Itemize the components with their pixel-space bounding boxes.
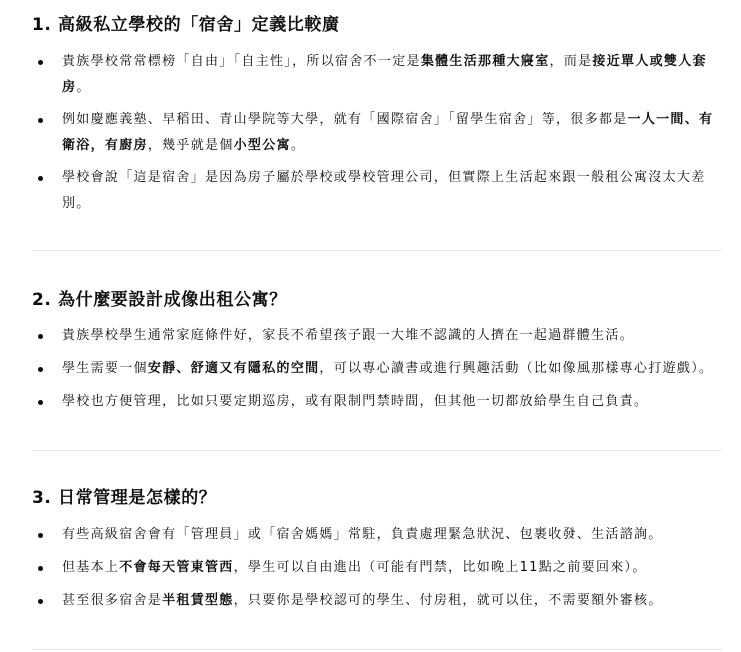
bullet-bold-text: 小型公寓 <box>233 138 291 153</box>
bullet-text: ，只要你是學校認可的學生、付房租，就可以住，不需要額外審核。 <box>233 593 663 608</box>
section-heading: 1. 高級私立學校的「宿舍」定義比較廣 <box>32 15 340 35</box>
section-daily-management <box>32 487 726 621</box>
bullet-icon <box>38 60 43 65</box>
bullet-text: 貴族學校常常標榜「自由」「自主性」，所以宿舍不一定是 <box>62 54 421 69</box>
bullet-text: ，而是 <box>549 54 593 69</box>
bullet-list <box>32 49 726 217</box>
bullet-item <box>32 555 726 581</box>
bullet-text: 但基本上 <box>62 560 120 575</box>
bullet-item <box>32 522 726 548</box>
bullet-bold-text: 不會每天管東管西 <box>119 560 234 575</box>
bullet-text: 。 <box>76 80 91 95</box>
bullet-text: 。 <box>290 138 306 153</box>
bullet-text: 學校也方便管理，比如只要定期巡房，或有限制門禁時間，但其他一切都放給學生自己負責。 <box>62 394 649 409</box>
bullet-item <box>32 49 726 101</box>
bullet-icon <box>38 400 43 405</box>
bullet-text: 有些高級宿舍會有「管理員」或「宿舍媽媽」常駐，負責處理緊急狀況、包裹收發、生活諮詢。 <box>62 527 663 542</box>
section-apartment-design <box>32 289 726 422</box>
bullet-text: ，學生可以自由進出（可能有門禁，比如晚上11點之前要回來）。 <box>233 560 647 575</box>
section-divider <box>32 649 722 650</box>
bullet-bold-text: 接近單人或雙人套房 <box>62 54 707 95</box>
section-divider <box>32 250 722 251</box>
bullet-text: ，可以專心讀書或進行興趣活動（比如像風那樣專心打遊戲）。 <box>319 361 714 376</box>
bullet-item <box>32 165 726 217</box>
bullet-list <box>32 522 726 614</box>
bullet-text: 學校會說「這是宿舍」是因為房子屬於學校或學校管理公司，但實際上生活起來跟一般租公寓沒太大差別。 <box>62 170 706 211</box>
bullet-text: 例如慶應義塾、早稻田、青山學院等大學，就有「國際宿舍」「留學生宿舍」等，很多都是 <box>62 112 628 127</box>
section-heading: 3. 日常管理是怎樣的？ <box>32 488 217 508</box>
bullet-icon <box>38 533 43 538</box>
bullet-text: 甚至很多宿舍是 <box>62 593 163 608</box>
bullet-text: 學生需要一個 <box>62 361 148 376</box>
bullet-icon <box>38 118 43 123</box>
bullet-list <box>32 323 726 415</box>
bullet-item <box>32 588 726 614</box>
bullet-bold-text: 集體生活那種大寢室 <box>420 54 550 69</box>
bullet-item <box>32 323 726 349</box>
bullet-icon <box>38 367 43 372</box>
bullet-bold-text: 一人一間、有衛浴，有廚房 <box>62 112 714 153</box>
section-dormitory-definition <box>32 14 726 223</box>
bullet-bold-text: 半租賃型態 <box>162 593 234 608</box>
bullet-item <box>32 356 726 382</box>
section-heading: 2. 為什麼要設計成像出租公寓？ <box>32 290 287 310</box>
section-divider <box>32 450 722 451</box>
bullet-item <box>32 107 726 159</box>
bullet-text: ，幾乎就是個 <box>147 138 234 153</box>
bullet-item <box>32 389 726 415</box>
bullet-icon <box>38 334 43 339</box>
bullet-icon <box>38 566 43 571</box>
bullet-bold-text: 安靜、舒適又有隱私的空間 <box>147 361 320 376</box>
bullet-icon <box>38 176 43 181</box>
bullet-text: 貴族學校學生通常家庭條件好，家長不希望孩子跟一大堆不認識的人擠在一起過群體生活。 <box>62 328 635 343</box>
bullet-icon <box>38 599 43 604</box>
